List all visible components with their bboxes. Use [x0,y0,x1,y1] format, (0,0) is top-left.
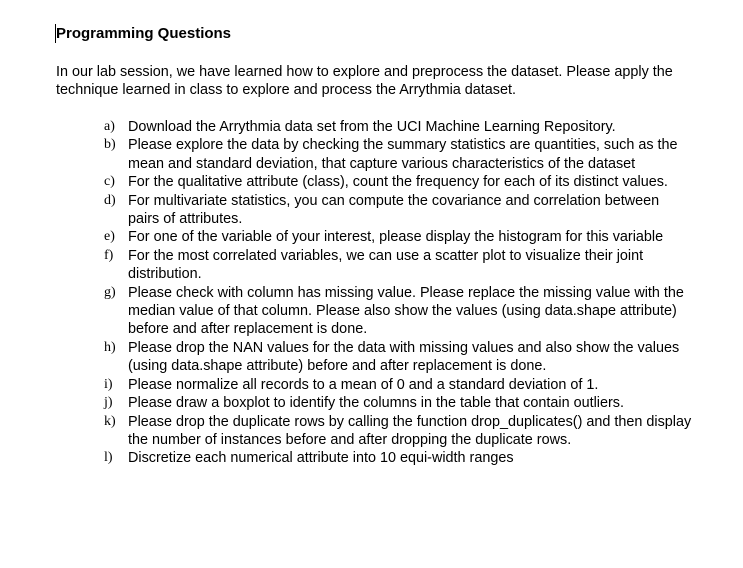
question-marker: k) [104,413,116,429]
question-item [104,339,694,376]
question-marker: f) [104,247,114,263]
question-marker: l) [104,450,113,466]
question-item [104,192,694,229]
question-item [104,247,694,284]
question-text: For multivariate statistics, you can compute the covariance and correlation between pairs of attributes. [128,192,660,228]
question-item [104,376,694,394]
question-marker: i) [104,376,113,392]
question-text: Please draw a boxplot to identify the columns in the table that contain outliers. [128,395,624,412]
question-item [104,394,694,412]
question-text: Please drop the NAN values for the data with missing values and also show the values (using data.shape attribute) before and after replacement is done. [128,339,680,375]
question-item [104,413,694,450]
question-marker: d) [104,192,116,208]
question-text: For the qualitative attribute (class), count the frequency for each of its distinct values. [128,174,668,191]
question-text: Discretize each numerical attribute into 10 equi-width ranges [128,450,514,467]
question-marker: c) [104,174,115,190]
intro-paragraph: In our lab session, we have learned how to explore and preprocess the dataset. Please apply the technique learned in class to explore and process the Arrythmia dataset. [56,64,673,98]
question-marker: g) [104,284,116,300]
section-heading: Programming Questions [56,25,232,42]
question-text: For one of the variable of your interest, please display the histogram for this variable [128,229,664,246]
question-item [104,228,694,246]
question-item [104,118,694,136]
question-item [104,284,694,339]
question-marker: a) [104,119,115,134]
question-item [104,173,694,191]
question-list [104,118,694,468]
question-marker: b) [104,137,116,153]
question-marker: j) [104,395,113,411]
question-item [104,136,694,173]
question-text: Please check with column has missing value. Please replace the missing value with the median value of that column. Please also show the values (using data.shape attribute) before and after replacement is done. [128,284,684,338]
question-marker: h) [104,339,116,355]
question-text: Please normalize all records to a mean of 0 and a standard deviation of 1. [128,376,599,393]
question-text: Please drop the duplicate rows by calling the function drop_duplicates() and then display the number of instances before and after dropping the duplicate rows. [128,413,692,448]
question-item [104,449,694,467]
question-marker: e) [104,229,115,245]
question-text: Please explore the data by checking the summary statistics are quantities, such as the mean and standard deviation, that capture various characteristics of the dataset [128,137,678,172]
question-text: Download the Arrythmia data set from the UCI Machine Learning Repository. [128,119,616,135]
question-text: For the most correlated variables, we can use a scatter plot to visualize their joint distribution. [128,247,644,283]
